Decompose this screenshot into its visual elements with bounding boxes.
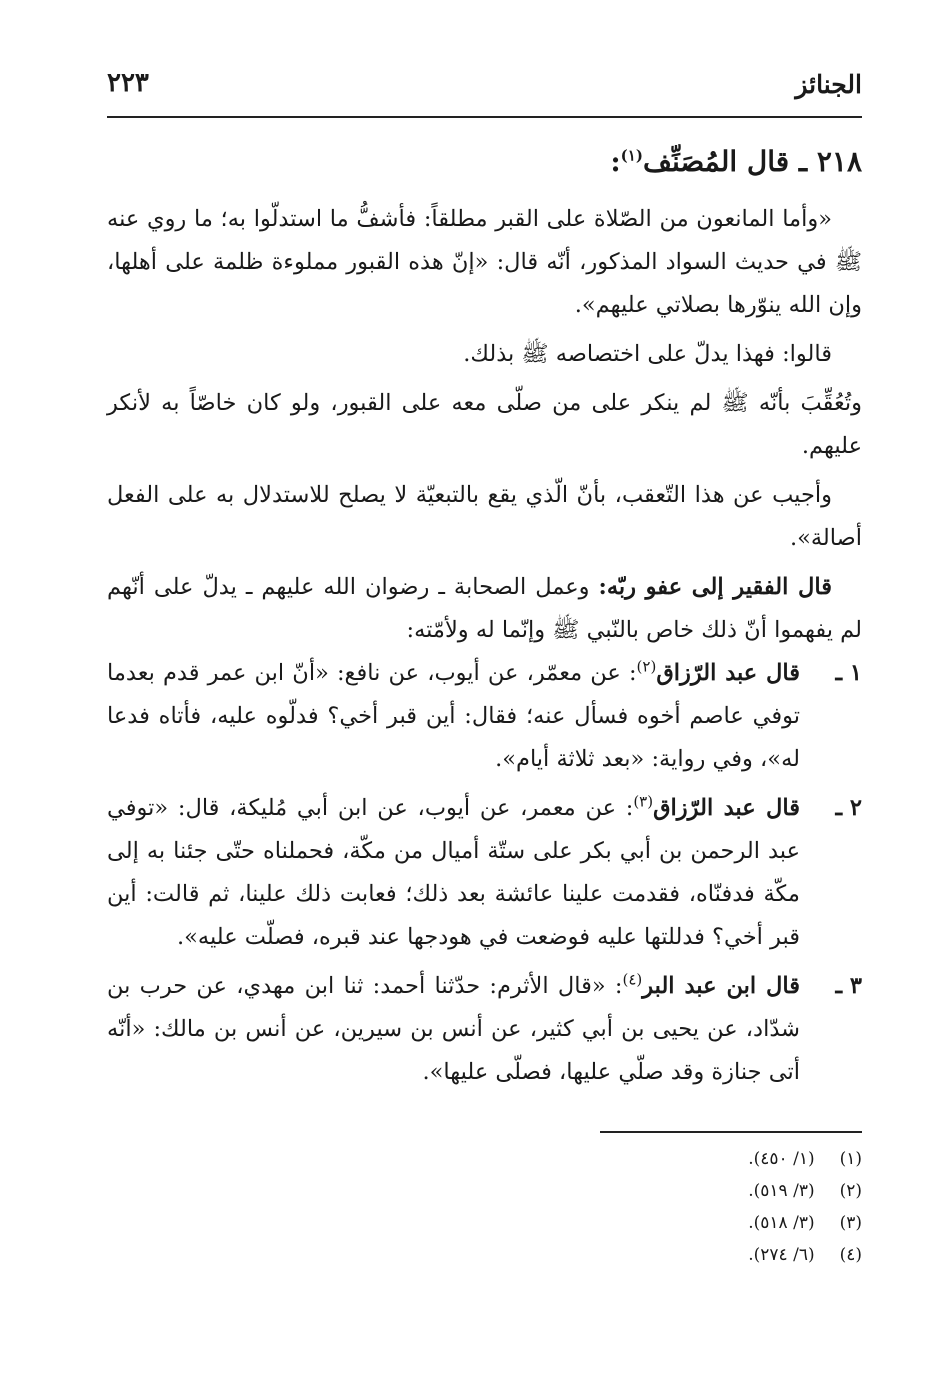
- footnote: [562, 1207, 862, 1239]
- footnote-ref-1: (١): [620, 146, 643, 165]
- footnote-number: (٣): [839, 1213, 862, 1233]
- numbered-item: [107, 652, 862, 781]
- item-text: : عن معمر، عن أيوب، عن ابن أبي مُليكة، قال: «توفي عبد الرحمن بن أبي بكر على ستّة أميال من مكّة، فحملناه حتّى جئنا به إلى مكّة فدفنّاه، فقدمت علينا عائشة بعد ذلك؛ فعابت ذلك علينا، ثم قالت: أين قبر أخي؟ فدللتها عليه فوضعت في هودجها عند قبره، فصلّت عليه».: [107, 795, 800, 950]
- footnote: [562, 1175, 862, 1207]
- footnote-ref-4: (٤): [622, 970, 643, 989]
- paragraph-answer: وأجيب عن هذا التّعقب، بأنّ الّذي يقع بالتبعيّة لا يصلح للاستدلال به على الفعل أصالة».: [107, 482, 862, 551]
- paragraph-author-comment: [107, 566, 862, 652]
- footnote-number: (٤): [839, 1245, 862, 1265]
- paragraph-rebuttal: وتُعُقِّبَ بأنّه ﷺ لم ينكر على من صلّى معه على القبور، ولو كان خاصّاً به لأنكر عليهم.: [107, 390, 862, 459]
- item-lead: قال ابن عبد البر: [642, 973, 801, 999]
- item-lead: قال عبد الرّزاق: [653, 795, 800, 821]
- footnote-ref-3: (٣): [633, 792, 654, 811]
- footnote-number: (٢): [839, 1181, 862, 1201]
- paragraph-quote: «وأما المانعون من الصّلاة على القبر مطلقاً: فأشفُّ ما استدلّوا به؛ ما روي عنه ﷺ في حديث السواد المذكور، أنّه قال: «إنّ هذه القبور مملوءة ظلمة على أهلها، وإن الله ينوّرها بصلاتي عليهم».: [107, 206, 862, 318]
- author-comment-text: وعمل الصحابة ـ رضوان الله عليهم ـ يدلّ على أنّهم لم يفهموا أنّ ذلك خاص بالنّبي ﷺ وإنّما له ولأمّته:: [107, 574, 862, 643]
- section-heading: [107, 130, 862, 194]
- footnote-text: (١/ ٤٥٠).: [748, 1149, 815, 1169]
- item-lead: قال عبد الرّزاق: [656, 660, 800, 686]
- footnote-ref-2: (٢): [636, 657, 657, 676]
- item-number: ٢ ـ: [835, 795, 862, 821]
- numbered-item: [107, 787, 862, 959]
- numbered-item: [107, 965, 862, 1094]
- running-title: الجنائز: [795, 70, 862, 99]
- section-heading-colon: :: [610, 145, 621, 178]
- footnote: [562, 1143, 862, 1175]
- footnote-text: (٣/ ٥١٨).: [748, 1213, 815, 1233]
- footnotes: [562, 1143, 862, 1271]
- footnote: [562, 1239, 862, 1271]
- header-rule: [107, 116, 862, 118]
- footnote-rule: [600, 1131, 862, 1133]
- item-text: : عن معمّر، عن أيوب، عن نافع: «أنّ ابن عمر قدم بعدما توفي عاصم أخوه فسأل عنه؛ فقال: أين قبر أخي؟ فدلّوه عليه، فأتاه فدعا له»، وفي رواية: «بعد ثلاثة أيام».: [107, 660, 800, 772]
- author-comment-lead: قال الفقير إلى عفو ربّه:: [598, 574, 832, 600]
- section-heading-text: ٢١٨ ـ قال المُصَنِّف: [642, 145, 862, 178]
- page-header: [107, 66, 862, 110]
- item-number: ١ ـ: [835, 660, 862, 686]
- footnote-text: (٦/ ٢٧٤).: [748, 1245, 815, 1265]
- main-text: [107, 130, 862, 1094]
- page-number: ٢٢٣: [107, 68, 149, 98]
- paragraph-objection: قالوا: فهذا يدلّ على اختصاصه ﷺ بذلك.: [463, 341, 832, 367]
- footnote-text: (٣/ ٥١٩).: [748, 1181, 815, 1201]
- footnote-number: (١): [839, 1149, 862, 1169]
- item-text: : «قال الأثرم: حدّثنا أحمد: ثنا ابن مهدي، عن حرب بن شدّاد، عن يحيى بن أبي كثير، عن أنس بن سيرين، عن أنس بن مالك: «أنّه أتى جنازة وقد صلّي عليها، فصلّى عليها».: [107, 973, 800, 1085]
- item-number: ٣ ـ: [835, 973, 862, 999]
